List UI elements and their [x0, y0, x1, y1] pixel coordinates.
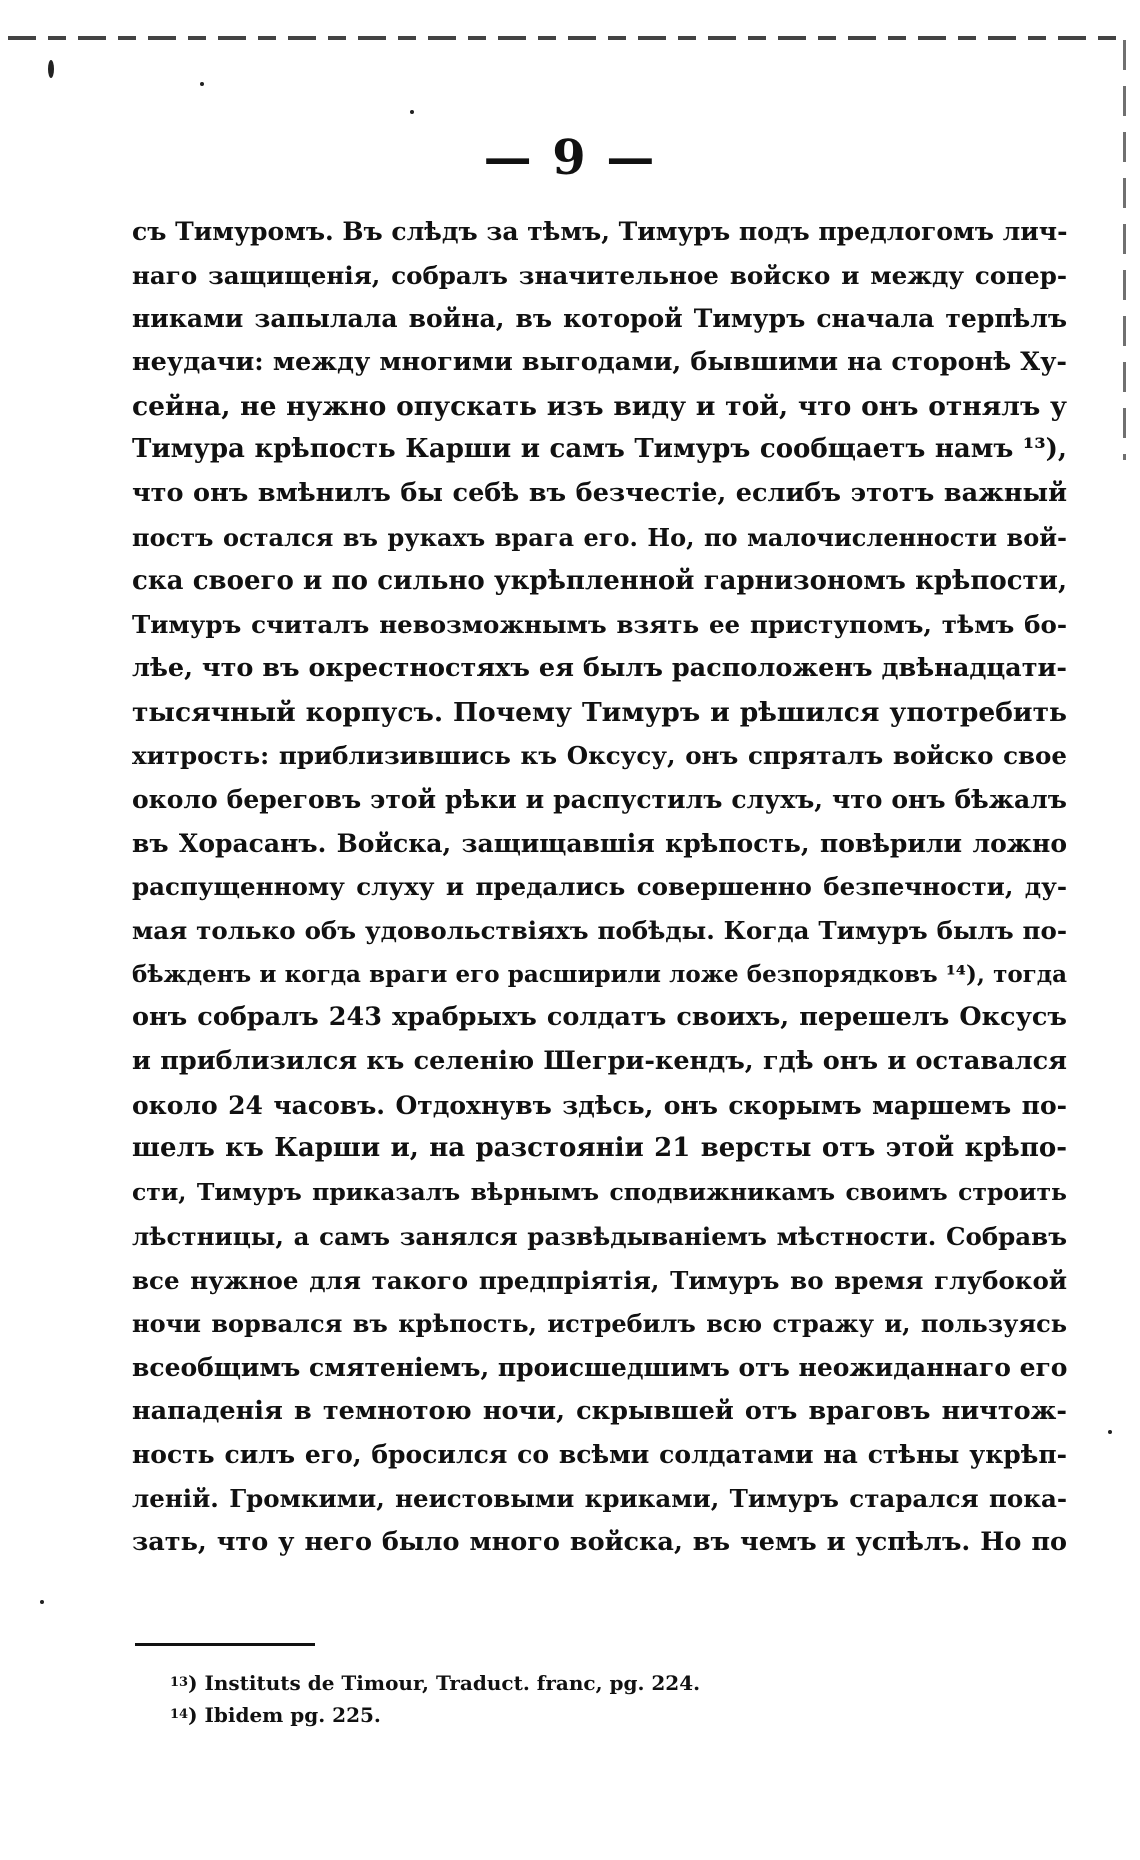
text-line: сейна, не нужно опускать изъ виду и той, что онъ отнялъ у — [132, 390, 1067, 422]
text-line: въ Хорасанъ. Войска, защищавшія крѣпость, повѣрили ложно — [132, 828, 1067, 858]
scan-speck — [1108, 1430, 1112, 1434]
text-line: мая только объ удовольствіяхъ побѣды. Когда Тимуръ былъ по- — [132, 916, 1067, 945]
text-line: все нужное для такого предпріятія, Тимуръ во время глубокой — [132, 1265, 1067, 1295]
scan-speck — [200, 82, 204, 86]
scan-border-right — [1123, 40, 1126, 460]
text-line: лѣстницы, а самъ занялся развѣдываніемъ мѣстности. Собравъ — [132, 1221, 1067, 1251]
scan-border-top — [8, 36, 1118, 40]
text-line: шелъ къ Карши и, на разстояніи 21 версты отъ этой крѣпо- — [132, 1133, 1067, 1164]
footnote-rule — [135, 1643, 315, 1646]
text-line: наго защищенія, собралъ значительное войско и между сопер- — [132, 260, 1067, 290]
scan-speck — [410, 110, 414, 114]
text-line: зать, что у него было много войска, въ чемъ и успѣлъ. Но по — [132, 1526, 1067, 1557]
page-number: — 9 — — [483, 130, 657, 186]
text-line: всеобщимъ смятеніемъ, происшедшимъ отъ неожиданнаго его — [132, 1352, 1067, 1382]
text-line: Тимуръ считалъ невозможнымъ взять ее приступомъ, тѣмъ бо- — [132, 610, 1067, 640]
text-line: около береговъ этой рѣки и распустилъ слухъ, что онъ бѣжалъ — [132, 784, 1067, 814]
footnote — [170, 1699, 700, 1731]
text-line: онъ собралъ 243 храбрыхъ солдатъ своихъ, перешелъ Оксусъ — [132, 1002, 1067, 1033]
footnote — [170, 1667, 700, 1699]
text-line: бѣжденъ и когда враги его расширили ложе безпорядковъ ¹⁴), тогда — [132, 960, 1067, 988]
text-line: ска своего и по сильно укрѣпленной гарнизономъ крѣпости, — [132, 565, 1067, 596]
text-line: ночи ворвался въ крѣпость, истребилъ всю стражу и, пользуясь — [132, 1309, 1067, 1339]
scan-speck — [40, 1600, 44, 1604]
footnote-text: ) Instituts de Timour, Traduct. franc, pg. 224. — [188, 1671, 701, 1695]
scan-speck — [48, 60, 54, 78]
text-line: лѣе, что въ окрестностяхъ ея былъ расположенъ двѣнадцати- — [132, 652, 1067, 683]
text-line: съ Тимуромъ. Въ слѣдъ за тѣмъ, Тимуръ подъ предлогомъ лич- — [132, 217, 1067, 246]
text-line: леній. Громкими, неистовыми криками, Тимуръ старался пока- — [132, 1483, 1067, 1513]
text-line: никами запылала война, въ которой Тимуръ сначала терпѣлъ — [132, 304, 1067, 334]
footnotes — [170, 1667, 700, 1731]
footnote-mark: 14 — [170, 1707, 189, 1722]
text-line: около 24 часовъ. Отдохнувъ здѣсь, онъ скорымъ маршемъ по- — [132, 1090, 1067, 1120]
text-line: распущенному слуху и предались совершенно безпечности, ду- — [132, 872, 1067, 902]
text-line: Тимура крѣпость Карши и самъ Тимуръ сообщаетъ намъ ¹³), — [132, 434, 1067, 465]
footnote-mark: 13 — [170, 1675, 189, 1690]
footnote-text: ) Ibidem pg. 225. — [188, 1703, 381, 1727]
text-line: и приблизился къ селенію Шегри-кендъ, гдѣ онъ и оставался — [132, 1046, 1067, 1077]
text-line: тысячный корпусъ. Почему Тимуръ и рѣшился употребить — [132, 696, 1067, 728]
text-line: что онъ вмѣнилъ бы себѣ въ безчестіе, еслибъ этотъ важный — [132, 478, 1067, 509]
text-line: хитрость: приблизившись къ Оксусу, онъ спряталъ войско свое — [132, 741, 1067, 771]
text-line: неудачи: между многими выгодами, бывшими на сторонѣ Ху- — [132, 347, 1067, 378]
text-line: ность силъ его, бросился со всѣми солдатами на стѣны укрѣп- — [132, 1440, 1067, 1470]
body-text — [132, 210, 1067, 1564]
text-line: постъ остался въ рукахъ врага его. Но, по малочисленности вой- — [132, 522, 1067, 552]
text-line: сти, Тимуръ приказалъ вѣрнымъ сподвижникамъ своимъ строить — [132, 1178, 1067, 1207]
text-line: нападенія в темнотою ночи, скрывшей отъ враговъ ничтож- — [132, 1395, 1067, 1426]
